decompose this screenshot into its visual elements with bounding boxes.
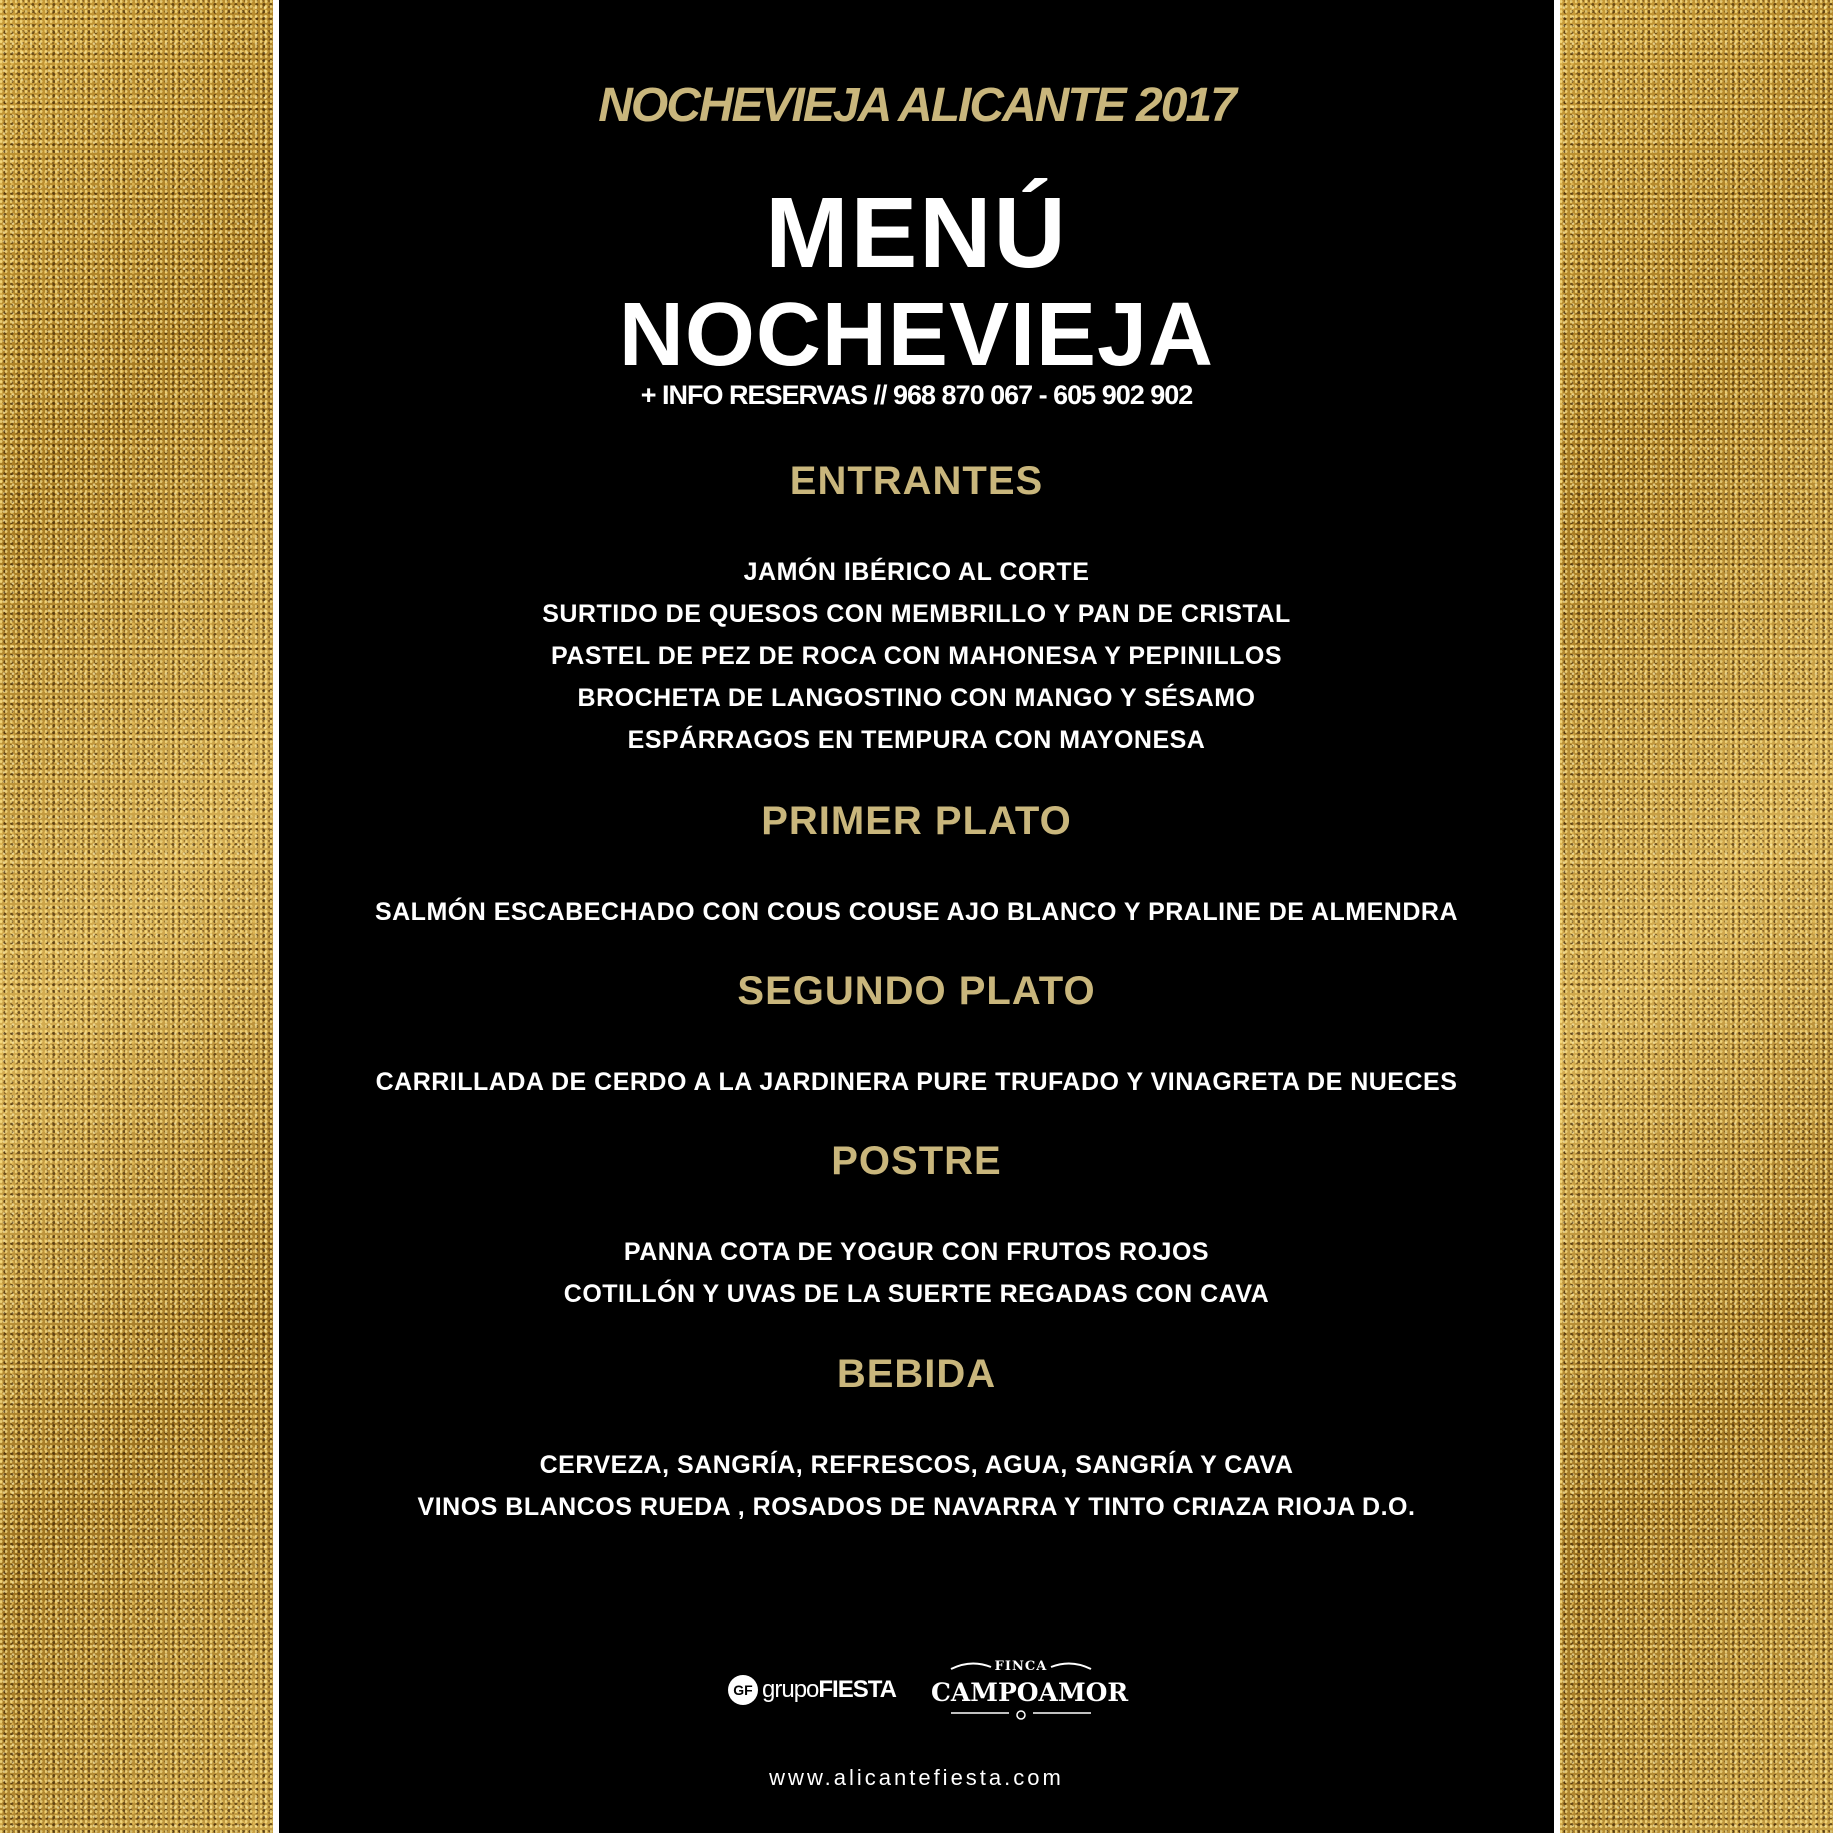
grupo-fiesta-logo (728, 1672, 896, 1708)
campoamor-big-text: CAMPOAMOR (931, 1678, 1129, 1707)
section-primer-plato (279, 801, 1554, 933)
dish-list (279, 1061, 1554, 1103)
dish-list (279, 891, 1554, 933)
dish-list (279, 551, 1554, 761)
campoamor-small-text: FINCA (994, 1659, 1048, 1674)
dish-item: SALMÓN ESCABECHADO CON COUS COUSE AJO BLANCO Y PRALINE DE ALMENDRA (374, 898, 1459, 926)
dish-item: CARRILLADA DE CERDO A LA JARDINERA PURE TRUFADO Y VINAGRETA DE NUECES (375, 1068, 1458, 1096)
gold-glitter-border-left (0, 0, 273, 1833)
dish-list (279, 1231, 1554, 1315)
gold-glitter-border-right (1560, 0, 1833, 1833)
reservation-info: + INFO RESERVAS // 968 870 067 - 605 902 902 (640, 380, 1193, 410)
dish-item: PASTEL DE PEZ DE ROCA CON MAHONESA Y PEPINILLOS (550, 642, 1282, 670)
section-title: SEGUNDO PLATO (737, 969, 1096, 1013)
section-segundo-plato (279, 971, 1554, 1103)
finca-campoamor-logo (931, 1655, 1129, 1735)
section-title: ENTRANTES (789, 459, 1044, 503)
dish-item: BROCHETA DE LANGOSTINO CON MANGO Y SÉSAMO (577, 684, 1256, 712)
menu-subtitle: NOCHEVIEJA (618, 285, 1215, 385)
drink-item: VINOS BLANCOS RUEDA , ROSADOS DE NAVARRA Y TINTO CRIAZA RIOJA D.O. (417, 1493, 1416, 1521)
menu-title: MENÚ (765, 177, 1068, 289)
event-title: NOCHEVIEJA ALICANTE 2017 (598, 79, 1235, 132)
section-entrantes (279, 461, 1554, 761)
dish-item: COTILLÓN Y UVAS DE LA SUERTE REGADAS CON CAVA (563, 1280, 1270, 1308)
drink-item: CERVEZA, SANGRÍA, REFRESCOS, AGUA, SANGRÍA Y CAVA (539, 1451, 1294, 1479)
menu-panel (279, 0, 1554, 1833)
gf-logo-text-light: grupo (762, 1676, 819, 1703)
dish-item: ESPÁRRAGOS EN TEMPURA CON MAYONESA (627, 726, 1206, 754)
section-title: PRIMER PLATO (761, 799, 1072, 843)
sponsor-logos (279, 1655, 1554, 1735)
section-postre (279, 1141, 1554, 1315)
gf-logo-icon: GF (728, 1675, 758, 1705)
dish-item: PANNA COTA DE YOGUR CON FRUTOS ROJOS (623, 1238, 1210, 1266)
gf-logo-text-bold: FIESTA (818, 1676, 896, 1703)
section-bebida (279, 1354, 1554, 1528)
section-title: BEBIDA (836, 1352, 997, 1396)
section-title: POSTRE (831, 1139, 1002, 1183)
dish-item: JAMÓN IBÉRICO AL CORTE (743, 558, 1090, 586)
website-url: www.alicantefiesta.com (769, 1765, 1064, 1790)
dish-item: SURTIDO DE QUESOS CON MEMBRILLO Y PAN DE CRISTAL (542, 600, 1291, 628)
drink-list (279, 1444, 1554, 1528)
